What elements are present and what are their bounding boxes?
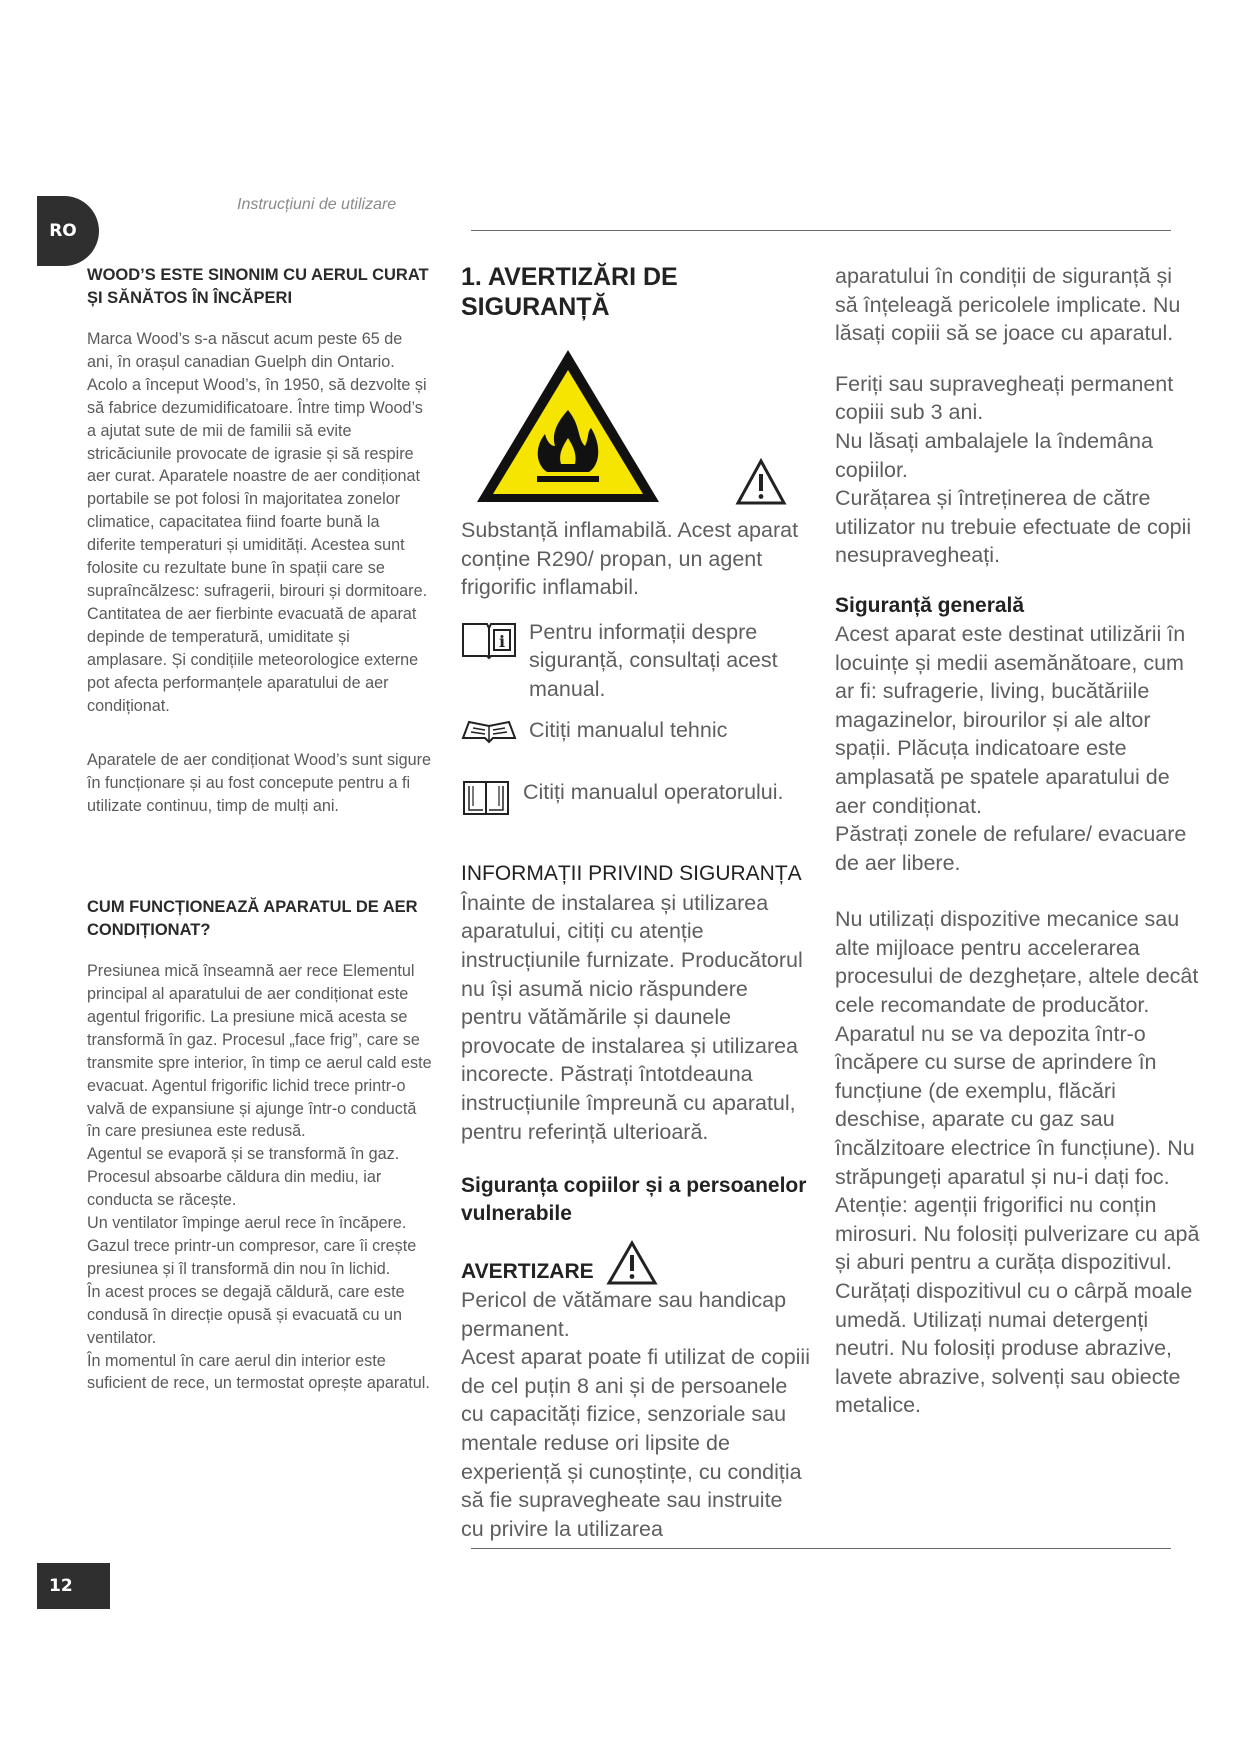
tech-manual-icon — [461, 716, 517, 744]
intro-heading: WOOD’S ESTE SINONIM CU AERUL CURAT ȘI SĂNĂTOS ÎN ÎNCĂPERI — [87, 266, 429, 307]
children-text-1: Feriți sau supravegheați permanent copiii sub 3 ani. — [835, 371, 1174, 425]
operator-manual-row — [461, 778, 811, 818]
general-safety-text-1: Acest aparat este destinat utilizării în locuințe și medii asemănătoare, cum ar fi: sufragerie, living, bucătăriile magazinelor, birourilor și ale altor spații. Plăcuța indicatoare este amplasată pe spatele aparatului de aer condiționat. — [835, 621, 1186, 818]
language-tab — [37, 196, 99, 266]
page-number-label: 12 — [49, 1576, 73, 1596]
flammable-warning-icon — [473, 346, 663, 506]
mechanical-text-2: Aparatul nu se va depozita într-o încăpere cu surse de aprindere în funcțiune (de exemplu, flăcări deschise, aparate cu gaz sau încălzitoare electrice în funcțiune). Nu străpungeți aparatul și nu-i dați foc. — [835, 1021, 1195, 1189]
general-safety-text-2: Păstrați zonele de refulare/ evacuare de aer libere. — [835, 822, 1187, 875]
mechanical-text-1: Nu utilizați dispozitive mecanice sau alte mijloace pentru accelerarea procesului de dezghețare, altele decât cele recomandate de producător. — [835, 907, 1199, 1018]
flammable-warning-group — [473, 346, 663, 506]
safety-column — [461, 262, 811, 1543]
flammable-text: Substanță inflamabilă. Acest aparat conține R290/ propan, un agent frigorific inflamabil. — [461, 518, 799, 600]
svg-text:i: i — [498, 631, 506, 651]
general-safety-heading: Siguranță generală — [835, 593, 1025, 617]
warning-heading: AVERTIZARE — [461, 1260, 594, 1284]
how-it-works-paragraph-2: Agentul se evaporă și se transformă în gaz. Procesul absoarbe căldura din mediu, iar conducta se răcește. — [87, 1145, 400, 1210]
how-it-works-paragraph-3: Un ventilator împinge aerul rece în încăpere. — [87, 1214, 407, 1233]
children-text-2: Nu lăsați ambalajele la îndemâna copiilor. — [835, 428, 1153, 482]
how-it-works-paragraph-4: Gazul trece printr-un compresor, care îi crește presiunea și îl transformă din nou în lichid. — [87, 1237, 417, 1278]
warning-heading-row — [461, 1240, 811, 1286]
how-it-works-paragraph: Presiunea mică înseamnă aer rece Elementul principal al aparatului de aer condiționat este agentul frigorific. La presiune mică acesta se transformă în gaz. Procesul „face frig”, care se transmite spre interior, în timp ce aerul cald este evacuat. Agentul frigorific lichid trece printr-o valvă de expansiune și ajunge într-o conductă în care presiunea este redusă. — [87, 962, 432, 1141]
tech-manual-row — [461, 716, 811, 745]
info-book-icon — [461, 620, 517, 660]
how-it-works-paragraph-6: În momentul în care aerul din interior este suficient de rece, un termostat oprește aparatul. — [87, 1351, 430, 1393]
continued-text: aparatului în condiții de siguranță și să înțeleagă pericolele implicate. Nu lăsați copiii să se joace cu aparatul. — [835, 264, 1181, 346]
warning-text-1: Pericol de vătămare sau handicap permanent. — [461, 1288, 787, 1341]
how-it-works-heading: CUM FUNCȚIONEAZĂ APARATUL DE AER CONDIȚIONAT? — [87, 898, 418, 940]
warning-triangle-icon — [735, 458, 787, 506]
page-number — [37, 1563, 110, 1609]
operator-manual-text: Citiți manualul operatorului. — [523, 780, 784, 805]
language-label: RO — [49, 221, 77, 241]
tech-manual-text: Citiți manualul tehnic — [529, 717, 728, 742]
section-title: 1. AVERTIZĂRI DE SIGURANȚĂ — [461, 263, 678, 321]
safety-info-heading: INFORMAȚII PRIVIND SIGURANȚA — [461, 862, 802, 886]
how-it-works-paragraph-5: În acest proces se degajă căldură, care este condusă în direcție opusă și evacuată cu un ventilator. — [87, 1282, 405, 1347]
safety-column-2 — [835, 262, 1200, 1420]
safety-info-text: Înainte de instalarea și utilizarea aparatului, citiți cu atenție instrucțiunile furnizate. Producătorul nu își asumă nicio răspundere pentru vătămările și daunele provocate de instalarea și utilizarea incorecte. Păstrați întotdeauna instrucțiunile împreună cu aparatul, pentru referință ulterioară. — [461, 890, 803, 1144]
bottom-rule — [471, 1548, 1171, 1549]
children-safety-heading: Siguranța copiilor și a persoanelor vulnerabile — [461, 1174, 807, 1226]
intro-column — [87, 264, 432, 1395]
top-rule — [471, 230, 1171, 231]
info-row — [461, 618, 811, 704]
children-text-3: Curățarea și întreținerea de către utilizator nu trebuie efectuate de copii nesupravegheați. — [835, 486, 1192, 568]
intro-paragraph: Marca Wood’s s-a născut acum peste 65 de ani, în orașul canadian Guelph din Ontario. Acolo a început Wood’s, în 1950, să dezvolte și să fabrice dezumidificatoare. Între timp Wood’s a ajutat sute de mii de familii să evite stricăciunile provocate de igrasie și să respire aer curat. Aparatele noastre de aer condiționat portabile se pot folosi în majoritatea zonelor climatice, capacitatea fiind foarte bună la diferite temperaturi și umidități. Acestea sunt folosite cu rezultate bune în spații care se supraîncălzesc: sufragerii, birouri și dormitoare. Cantitatea de aer fierbinte evacuată de aparat depinde de temperatură, umiditate și amplasare. Și condițiile meteorologice externe pot afecta performanțele aparatului de aer condiționat. — [87, 330, 428, 715]
mechanical-text-3: Atenție: agenții frigorifici nu conțin mirosuri. Nu folosiți pulverizare cu apă și aburi pentru a curăța dispozitivul. Curățați dispozitivul cu o cârpă moale umedă. Utilizați numai detergenți neutri. Nu folosiți produse abrazive, lavete abrazive, solvenți sau obiecte metalice. — [835, 1193, 1200, 1418]
warning-triangle-icon — [606, 1240, 658, 1286]
operator-manual-icon — [461, 778, 511, 818]
info-text: Pentru informații despre siguranță, consultați acest manual. — [529, 619, 778, 701]
intro-paragraph-2: Aparatele de aer condiționat Wood’s sunt sigure în funcționare și au fost concepute pentru a fi utilizate continuu, timp de mulți ani. — [87, 751, 432, 816]
warning-text-2: Acest aparat poate fi utilizat de copiii de cel puțin 8 ani și de persoanele cu capacități fizice, senzoriale sau mentale reduse ori lipsite de experiență și cunoștințe, cu condiția să fie supravegheate sau instruite cu privire la utilizarea — [461, 1345, 810, 1541]
header-title: Instrucțiuni de utilizare — [237, 196, 397, 213]
